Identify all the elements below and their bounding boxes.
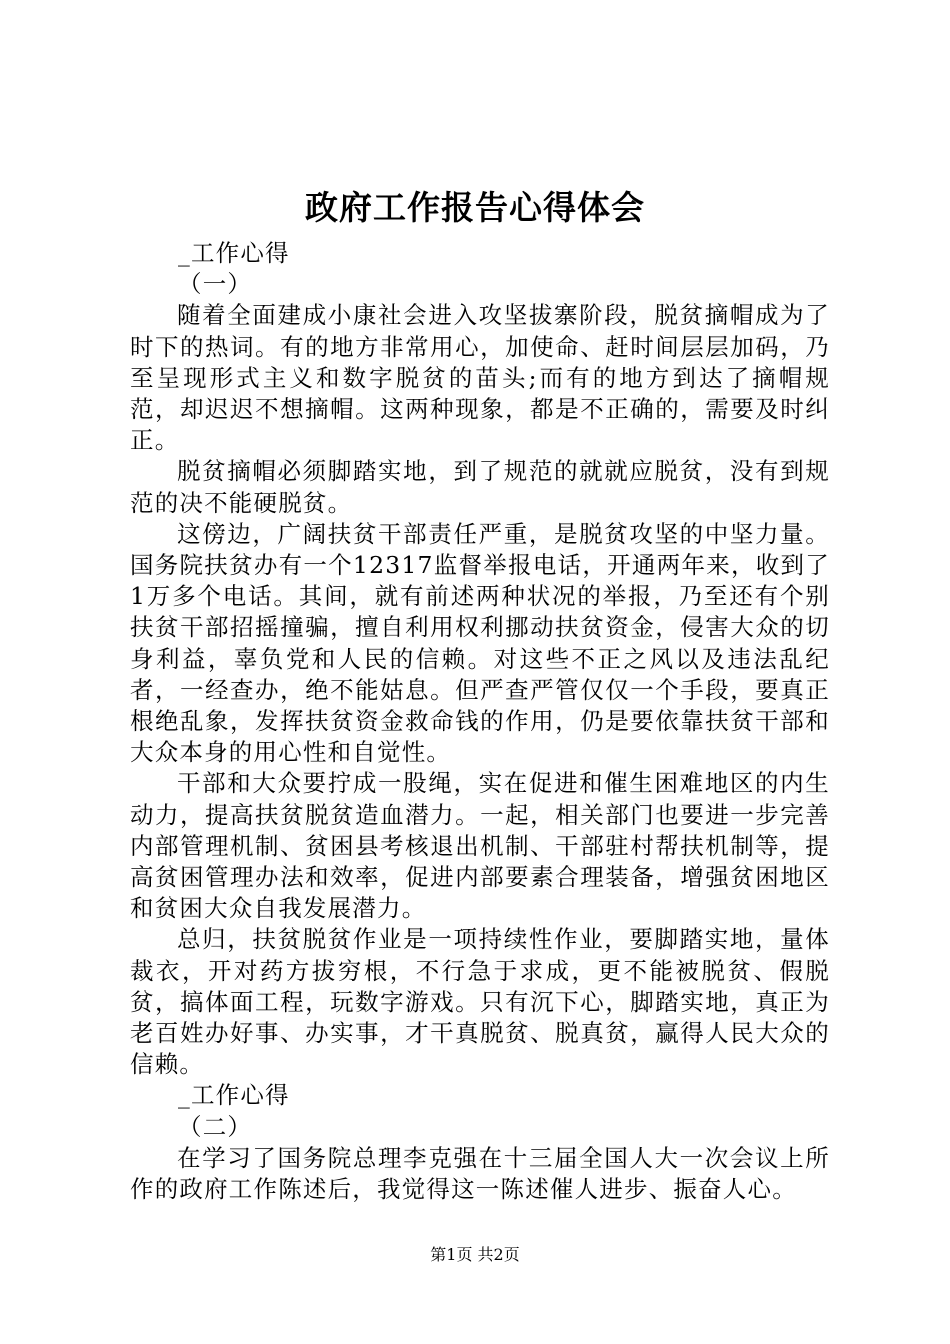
body-paragraph: 这傍边，广阔扶贫干部责任严重，是脱贫攻坚的中坚力量。国务院扶贫办有一个12317监督举报电话，开通两年来，收到了1万多个电话。其间，就有前述两种状况的举报，乃至还有个别扶贫干部招摇撞骗，擅自利用权利挪动扶贫资金，侵害大众的切身利益，辜负党和人民的信赖。对这些不正之风以及违法乱纪者，一经查办，绝不能姑息。但严查严管仅仅一个手段，要真正根绝乱象，发挥扶贫资金救命钱的作用，仍是要依靠扶贫干部和大众本身的用心性和自觉性。	[130, 519, 830, 767]
body-paragraph: 总归，扶贫脱贫作业是一项持续性作业，要脚踏实地，量体裁衣，开对药方拔穷根，不行急于求成，更不能被脱贫、假脱贫，搞体面工程，玩数字游戏。只有沉下心，脚踏实地，真正为老百姓办好事、办实事，才干真脱贫、脱真贫，赢得人民大众的信赖。	[130, 925, 830, 1079]
page-footer: 第1页 共2页	[430, 1245, 520, 1264]
body-paragraph: 脱贫摘帽必须脚踏实地，到了规范的就就应脱贫，没有到规范的决不能硬脱贫。	[130, 457, 830, 517]
body-paragraph: 随着全面建成小康社会进入攻坚拔寨阶段，脱贫摘帽成为了时下的热词。有的地方非常用心，加使命、赶时间层层加码，乃至呈现形式主义和数字脱贫的苗头;而有的地方到达了摘帽规范，却迟迟不想摘帽。这两种现象，都是不正确的，需要及时纠正。	[130, 301, 830, 455]
body-paragraph: 在学习了国务院总理李克强在十三届全国人大一次会议上所作的政府工作陈述后，我觉得这一陈述催人进步、振奋人心。	[130, 1143, 830, 1204]
document-body	[130, 238, 830, 1205]
section-label: _工作心得	[178, 1081, 290, 1110]
document-title: 政府工作报告心得体会	[305, 188, 645, 227]
section-number: （一）	[178, 270, 253, 299]
section-number: （二）	[178, 1112, 253, 1141]
section-label: _工作心得	[178, 239, 290, 267]
body-paragraph: 干部和大众要拧成一股绳，实在促进和催生困难地区的内生动力，提高扶贫脱贫造血潜力。一起，相关部门也要进一步完善内部管理机制、贫困县考核退出机制、干部驻村帮扶机制等，提高贫困管理办法和效率，促进内部要素合理装备，增强贫困地区和贫困大众自我发展潜力。	[130, 769, 830, 923]
